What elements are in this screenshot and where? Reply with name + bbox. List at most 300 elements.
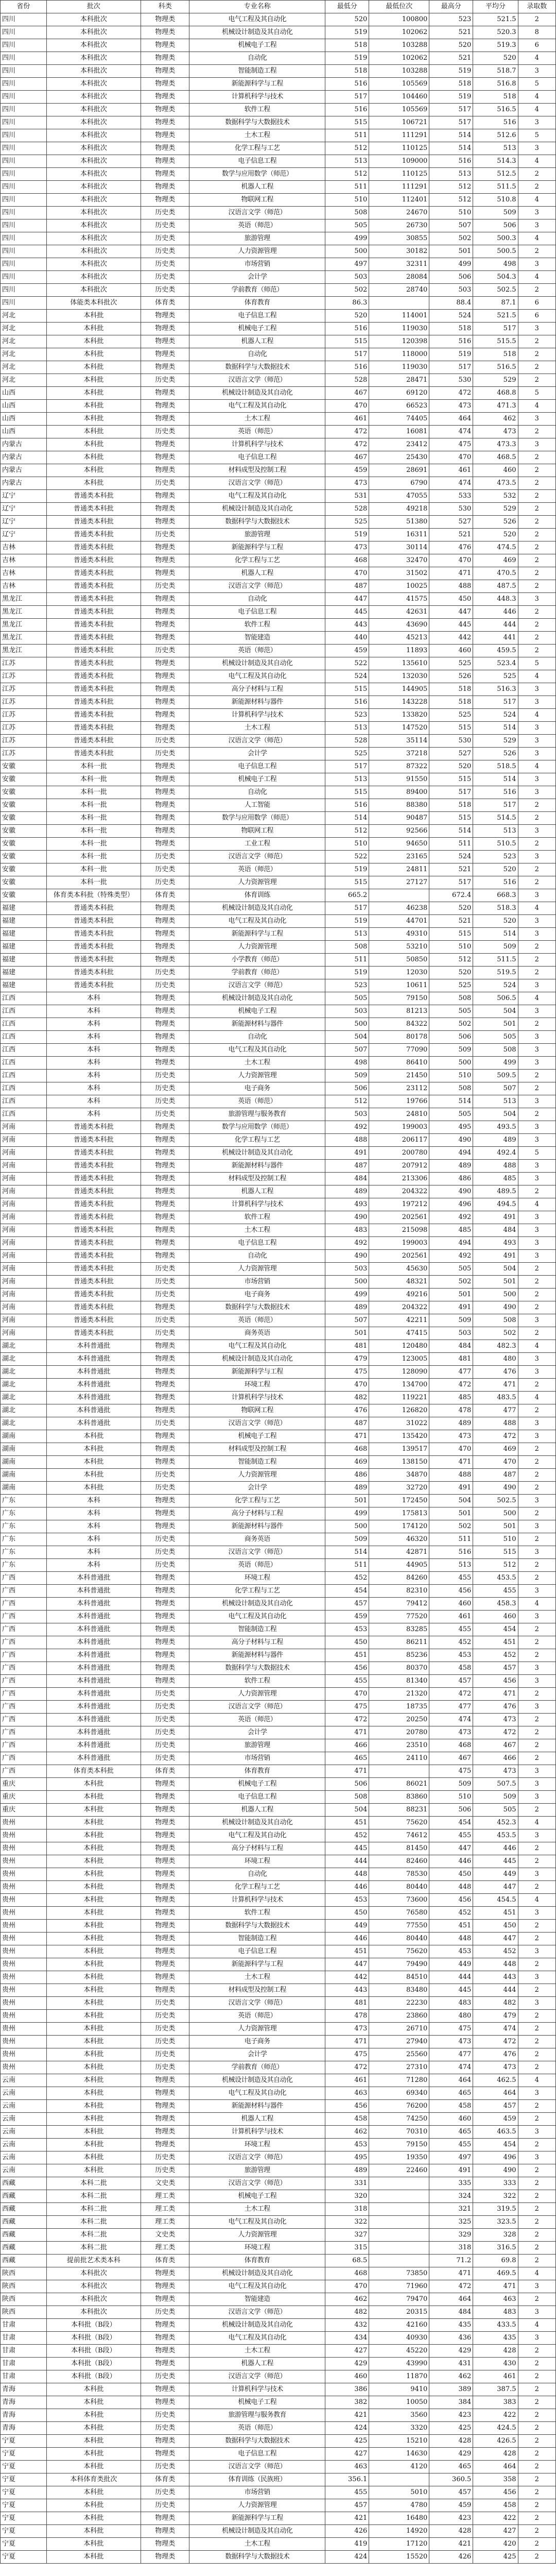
max-score-cell: 530 xyxy=(429,503,473,516)
subject-cell: 物理类 xyxy=(141,1572,189,1585)
avg-score-cell: 500.5 xyxy=(473,245,518,258)
max-score-cell: 502 xyxy=(429,232,473,245)
min-rank-cell: 120480 xyxy=(369,1340,429,1353)
major-cell: 数学与应用数学（师范） xyxy=(189,168,325,181)
major-cell: 计算机科学与技术 xyxy=(189,1392,325,1404)
min-rank-cell: 4120 xyxy=(369,2461,429,2473)
min-rank-cell: 202561 xyxy=(369,1211,429,1224)
avg-score-cell: 523.4 xyxy=(473,657,518,670)
max-score-cell: 485 xyxy=(429,1392,473,1404)
province-cell: 云南 xyxy=(1,2126,47,2139)
admit-count-cell: 2 xyxy=(518,863,556,876)
subject-cell: 物理类 xyxy=(141,1920,189,1933)
batch-cell: 本科 xyxy=(46,1108,141,1121)
table-row xyxy=(1,1945,556,1958)
province-cell: 山西 xyxy=(1,426,47,438)
min-score-cell: 451 xyxy=(325,1945,369,1958)
batch-cell: 本科批次 xyxy=(46,232,141,245)
min-score-cell: 456 xyxy=(325,2100,369,2113)
subject-cell: 物理类 xyxy=(141,2358,189,2370)
table-row xyxy=(1,2113,556,2126)
min-rank-cell: 199003 xyxy=(369,1121,429,1134)
admit-count-cell: 3 xyxy=(518,1211,556,1224)
subject-cell: 物理类 xyxy=(141,1842,189,1855)
table-row xyxy=(1,580,556,593)
avg-score-cell: 529 xyxy=(473,374,518,387)
table-row xyxy=(1,1752,556,1765)
max-score-cell: 494 xyxy=(429,1237,473,1250)
min-rank-cell: 104460 xyxy=(369,91,429,104)
avg-score-cell: 468.5 xyxy=(473,451,518,464)
subject-cell: 历史类 xyxy=(141,1095,189,1108)
min-rank-cell: 42631 xyxy=(369,606,429,619)
min-rank-cell: 30855 xyxy=(369,232,429,245)
min-score-cell: 463 xyxy=(325,2461,369,2473)
admit-count-cell: 4 xyxy=(518,400,556,413)
admit-count-cell: 3 xyxy=(518,1495,556,1507)
subject-cell: 物理类 xyxy=(141,657,189,670)
province-cell: 河南 xyxy=(1,1173,47,1185)
table-row xyxy=(1,941,556,954)
max-score-cell: 445 xyxy=(429,619,473,632)
batch-cell: 普通类本科批 xyxy=(46,1134,141,1147)
avg-score-cell: 458.3 xyxy=(473,1598,518,1611)
province-cell: 江西 xyxy=(1,1108,47,1121)
avg-score-cell: 518 xyxy=(473,348,518,361)
avg-score-cell: 316.5 xyxy=(473,2242,518,2255)
avg-score-cell: 506 xyxy=(473,219,518,232)
province-cell: 吉林 xyxy=(1,580,47,593)
subject-cell: 物理类 xyxy=(141,760,189,773)
batch-cell: 本科批 xyxy=(46,2113,141,2126)
table-row xyxy=(1,2255,556,2267)
major-cell: 汉语言文学（师范） xyxy=(189,1997,325,2010)
min-score-cell: 479 xyxy=(325,1353,369,1366)
max-score-cell: 495 xyxy=(429,1121,473,1134)
min-rank-cell: 27127 xyxy=(369,876,429,889)
major-cell: 英语（师范） xyxy=(189,645,325,657)
batch-cell: 本科批 xyxy=(46,2551,141,2564)
batch-cell: 本科批 xyxy=(46,2499,141,2512)
table-row xyxy=(1,1572,556,1585)
avg-score-cell: 448.3 xyxy=(473,593,518,606)
max-score-cell: 475 xyxy=(429,438,473,451)
max-score-cell: 481 xyxy=(429,1353,473,1366)
major-cell: 环境工程 xyxy=(189,1855,325,1868)
min-score-cell: 470 xyxy=(325,1688,369,1701)
province-cell: 河南 xyxy=(1,1276,47,1289)
min-score-cell: 447 xyxy=(325,1958,369,1971)
table-row xyxy=(1,1688,556,1701)
avg-score-cell: 473.5 xyxy=(473,477,518,490)
min-score-cell: 507 xyxy=(325,1044,369,1057)
max-score-cell: 471 xyxy=(429,567,473,580)
min-rank-cell: 21320 xyxy=(369,1688,429,1701)
max-score-cell: 510 xyxy=(429,941,473,954)
max-score-cell: 445 xyxy=(429,1984,473,1997)
max-score-cell: 435 xyxy=(429,2319,473,2332)
admit-count-cell: 3 xyxy=(518,1765,556,1778)
min-rank-cell xyxy=(369,2177,429,2190)
min-rank-cell: 49218 xyxy=(369,503,429,516)
table-row xyxy=(1,1044,556,1057)
major-cell: 汉语言文学（师范） xyxy=(189,2177,325,2190)
min-rank-cell: 83860 xyxy=(369,1791,429,1804)
major-cell: 英语（师范） xyxy=(189,1095,325,1108)
subject-cell: 物理类 xyxy=(141,2448,189,2461)
avg-score-cell: 474 xyxy=(473,2023,518,2036)
table-row xyxy=(1,1804,556,1817)
subject-cell: 历史类 xyxy=(141,2409,189,2422)
avg-score-cell: 516 xyxy=(473,116,518,129)
subject-cell: 物理类 xyxy=(141,632,189,645)
max-score-cell: 502 xyxy=(429,1018,473,1031)
admit-count-cell: 2 xyxy=(518,2435,556,2448)
avg-score-cell: 521.5 xyxy=(473,13,518,26)
subject-cell: 物理类 xyxy=(141,1507,189,1520)
major-cell: 电气工程及其自动化 xyxy=(189,1340,325,1353)
major-cell: 计算机科学与技术 xyxy=(189,1198,325,1211)
batch-cell: 本科批 xyxy=(46,2525,141,2538)
table-row xyxy=(1,2409,556,2422)
batch-cell: 本科批 xyxy=(46,1881,141,1894)
batch-cell: 普通类本科批 xyxy=(46,1289,141,1301)
admit-count-cell: 2 xyxy=(518,1018,556,1031)
admit-count-cell: 2 xyxy=(518,1958,556,1971)
min-score-cell: 475 xyxy=(325,1366,369,1379)
min-rank-cell: 14920 xyxy=(369,2525,429,2538)
batch-cell: 本科普通批 xyxy=(46,1688,141,1701)
min-score-cell: 427 xyxy=(325,2448,369,2461)
admit-count-cell: 3 xyxy=(518,683,556,696)
province-cell: 四川 xyxy=(1,271,47,284)
major-cell: 软件工程 xyxy=(189,1907,325,1920)
subject-cell: 体育类 xyxy=(141,1765,189,1778)
avg-score-cell: 462 xyxy=(473,413,518,426)
max-score-cell: 457 xyxy=(429,1675,473,1688)
subject-cell: 物理类 xyxy=(141,2319,189,2332)
batch-cell: 普通类本科批 xyxy=(46,967,141,979)
major-cell: 市场营销 xyxy=(189,2486,325,2499)
province-cell: 西藏 xyxy=(1,2216,47,2229)
table-row xyxy=(1,773,556,786)
subject-cell: 文史类 xyxy=(141,2177,189,2190)
batch-cell: 本科批次 xyxy=(46,2293,141,2306)
province-cell: 湖南 xyxy=(1,1430,47,1443)
avg-score-cell: 488 xyxy=(473,1160,518,1173)
min-rank-cell: 28084 xyxy=(369,271,429,284)
batch-cell: 本科批 xyxy=(46,2100,141,2113)
admit-count-cell: 3 xyxy=(518,2151,556,2164)
avg-score-cell: 472 xyxy=(473,1726,518,1739)
province-cell: 宁夏 xyxy=(1,2551,47,2564)
min-score-cell: 457 xyxy=(325,1598,369,1611)
batch-cell: 本科批 xyxy=(46,2422,141,2435)
min-rank-cell: 100800 xyxy=(369,13,429,26)
max-score-cell: 465 xyxy=(429,2126,473,2139)
min-rank-cell: 132030 xyxy=(369,670,429,683)
min-score-cell: 419 xyxy=(325,2538,369,2551)
admit-count-cell: 3 xyxy=(518,1417,556,1430)
max-score-cell: 450 xyxy=(429,593,473,606)
subject-cell: 历史类 xyxy=(141,2486,189,2499)
admit-count-cell: 6 xyxy=(518,297,556,310)
subject-cell: 历史类 xyxy=(141,271,189,284)
min-score-cell: 503 xyxy=(325,1108,369,1121)
subject-cell: 物理类 xyxy=(141,1353,189,1366)
max-score-cell: 462 xyxy=(429,2370,473,2383)
min-score-cell: 516 xyxy=(325,696,369,709)
table-row xyxy=(1,1675,556,1688)
province-cell: 甘肃 xyxy=(1,2332,47,2345)
admit-count-cell: 3 xyxy=(518,889,556,902)
admit-count-cell: 3 xyxy=(518,773,556,786)
min-rank-cell: 77550 xyxy=(369,1920,429,1933)
max-score-cell: 448 xyxy=(429,1881,473,1894)
avg-score-cell: 498 xyxy=(473,258,518,271)
batch-cell: 本科 xyxy=(46,1070,141,1082)
batch-cell: 普通类本科批 xyxy=(46,567,141,580)
major-cell: 体育教育 xyxy=(189,297,325,310)
table-row xyxy=(1,825,556,838)
table-row xyxy=(1,219,556,232)
subject-cell: 物理类 xyxy=(141,1211,189,1224)
province-cell: 江西 xyxy=(1,1082,47,1095)
min-score-cell: 445 xyxy=(325,1842,369,1855)
max-score-cell: 490 xyxy=(429,1185,473,1198)
subject-cell: 物理类 xyxy=(141,1456,189,1469)
min-rank-cell: 133820 xyxy=(369,709,429,722)
major-cell: 机械设计制造及其自动化 xyxy=(189,657,325,670)
province-cell: 西藏 xyxy=(1,2255,47,2267)
major-cell: 英语（师范） xyxy=(189,863,325,876)
batch-cell: 本科普通批 xyxy=(46,1417,141,1430)
avg-score-cell: 516.5 xyxy=(473,104,518,116)
table-row xyxy=(1,1185,556,1198)
avg-score-cell: 514 xyxy=(473,928,518,941)
province-cell: 江苏 xyxy=(1,735,47,748)
subject-cell: 物理类 xyxy=(141,451,189,464)
avg-score-cell: 513 xyxy=(473,825,518,838)
province-cell: 河南 xyxy=(1,1237,47,1250)
major-cell: 新能源材料与器件 xyxy=(189,1520,325,1533)
subject-cell: 物理类 xyxy=(141,39,189,52)
major-cell: 小学教育（师范） xyxy=(189,954,325,967)
batch-cell: 普通类本科批 xyxy=(46,554,141,567)
subject-cell: 历史类 xyxy=(141,374,189,387)
max-score-cell: 474 xyxy=(429,2061,473,2074)
batch-cell: 本科二批 xyxy=(46,2203,141,2216)
admit-count-cell: 2 xyxy=(518,181,556,194)
province-cell: 西藏 xyxy=(1,2177,47,2190)
province-cell: 广西 xyxy=(1,1598,47,1611)
avg-score-cell: 489 xyxy=(473,1134,518,1147)
avg-score-cell: 428 xyxy=(473,2448,518,2461)
avg-score-cell: 473 xyxy=(473,1714,518,1726)
min-rank-cell: 24670 xyxy=(369,207,429,219)
province-cell: 西藏 xyxy=(1,2190,47,2203)
province-cell: 宁夏 xyxy=(1,2461,47,2473)
batch-cell: 本科普通批 xyxy=(46,1353,141,1366)
min-score-cell: 523 xyxy=(325,979,369,992)
min-score-cell: 502 xyxy=(325,284,369,297)
min-rank-cell: 25560 xyxy=(369,2048,429,2061)
subject-cell: 历史类 xyxy=(141,967,189,979)
batch-cell: 提前批艺术类本科 xyxy=(46,2255,141,2267)
table-row xyxy=(1,1585,556,1598)
min-rank-cell: 86211 xyxy=(369,1636,429,1649)
batch-cell: 本科批 xyxy=(46,361,141,374)
province-cell: 四川 xyxy=(1,181,47,194)
min-score-cell: 461 xyxy=(325,2074,369,2087)
max-score-cell: 503 xyxy=(429,284,473,297)
province-cell: 江苏 xyxy=(1,683,47,696)
admit-count-cell: 3 xyxy=(518,142,556,155)
table-row xyxy=(1,2293,556,2306)
province-cell: 四川 xyxy=(1,284,47,297)
max-score-cell: 473 xyxy=(429,400,473,413)
major-cell: 数据科学与大数据技术 xyxy=(189,516,325,529)
min-score-cell: 519 xyxy=(325,967,369,979)
province-cell: 黑龙江 xyxy=(1,606,47,619)
major-cell: 机械设计制造及其自动化 xyxy=(189,902,325,915)
table-row xyxy=(1,2048,556,2061)
province-cell: 江苏 xyxy=(1,748,47,760)
major-cell: 汉语言文学（师范） xyxy=(189,580,325,593)
batch-cell: 本科批 xyxy=(46,1804,141,1817)
major-cell: 学前教育（师范） xyxy=(189,284,325,297)
min-score-cell: 516 xyxy=(325,799,369,812)
admit-count-cell: 2 xyxy=(518,2473,556,2486)
major-cell: 自动化 xyxy=(189,1868,325,1881)
avg-score-cell: 517 xyxy=(473,323,518,335)
major-cell: 新能源科学与工程 xyxy=(189,2512,325,2525)
subject-cell: 物理类 xyxy=(141,2512,189,2525)
major-cell: 计算机科学与技术 xyxy=(189,438,325,451)
admit-count-cell: 2 xyxy=(518,2139,556,2151)
subject-cell: 历史类 xyxy=(141,1482,189,1495)
admit-count-cell: 5 xyxy=(518,387,556,400)
major-cell: 高分子材料与工程 xyxy=(189,683,325,696)
table-row xyxy=(1,2473,556,2486)
min-rank-cell: 20250 xyxy=(369,1714,429,1726)
admit-count-cell: 2 xyxy=(518,2293,556,2306)
avg-score-cell: 457 xyxy=(473,2100,518,2113)
major-cell: 软件工程 xyxy=(189,619,325,632)
subject-cell: 物理类 xyxy=(141,168,189,181)
min-rank-cell: 82460 xyxy=(369,1855,429,1868)
table-row xyxy=(1,2551,556,2564)
max-score-cell: 519 xyxy=(429,348,473,361)
min-rank-cell: 84322 xyxy=(369,1018,429,1031)
avg-score-cell: 458 xyxy=(473,2499,518,2512)
admit-count-cell: 2 xyxy=(518,941,556,954)
table-row xyxy=(1,1933,556,1945)
subject-cell: 物理类 xyxy=(141,2525,189,2538)
avg-score-cell: 505 xyxy=(473,1031,518,1044)
table-row xyxy=(1,1404,556,1417)
batch-cell: 本科一批 xyxy=(46,825,141,838)
max-score-cell: 509 xyxy=(429,1778,473,1791)
batch-cell: 本科普通批 xyxy=(46,1675,141,1688)
subject-cell: 物理类 xyxy=(141,1379,189,1392)
admit-count-cell: 2 xyxy=(518,1276,556,1289)
province-cell: 青海 xyxy=(1,2396,47,2409)
province-cell: 重庆 xyxy=(1,1804,47,1817)
subject-cell: 物理类 xyxy=(141,1945,189,1958)
province-cell: 宁夏 xyxy=(1,2499,47,2512)
major-cell: 电气工程及其自动化 xyxy=(189,915,325,928)
max-score-cell: 483 xyxy=(429,1997,473,2010)
max-score-cell: 465 xyxy=(429,2087,473,2100)
admit-count-cell: 3 xyxy=(518,207,556,219)
major-cell: 学前教育（师范） xyxy=(189,2061,325,2074)
avg-score-cell: 470 xyxy=(473,1456,518,1469)
province-cell: 广西 xyxy=(1,1611,47,1623)
max-score-cell: 505 xyxy=(429,1005,473,1018)
batch-cell: 本科批 xyxy=(46,1443,141,1456)
batch-cell: 本科批次 xyxy=(46,219,141,232)
admit-count-cell: 8 xyxy=(518,26,556,39)
province-cell: 湖北 xyxy=(1,1392,47,1404)
min-rank-cell: 81340 xyxy=(369,1675,429,1688)
min-rank-cell: 19350 xyxy=(369,2151,429,2164)
min-score-cell: 508 xyxy=(325,1791,369,1804)
table-row xyxy=(1,2370,556,2383)
max-score-cell: 519 xyxy=(429,91,473,104)
subject-cell: 物理类 xyxy=(141,2538,189,2551)
batch-cell: 普通类本科批 xyxy=(46,1147,141,1160)
min-score-cell: 467 xyxy=(325,387,369,400)
min-rank-cell: 22460 xyxy=(369,2164,429,2177)
table-row xyxy=(1,786,556,799)
avg-score-cell: 489.5 xyxy=(473,1185,518,1198)
province-cell: 河南 xyxy=(1,1211,47,1224)
major-cell: 会计学 xyxy=(189,1482,325,1495)
min-score-cell: 475 xyxy=(325,2048,369,2061)
min-rank-cell: 51380 xyxy=(369,516,429,529)
major-cell: 汉语言文学（师范） xyxy=(189,1701,325,1714)
admit-count-cell: 2 xyxy=(518,2512,556,2525)
major-cell: 机器人工程 xyxy=(189,335,325,348)
subject-cell: 历史类 xyxy=(141,979,189,992)
batch-cell: 本科批次 xyxy=(46,52,141,65)
min-score-cell: 453 xyxy=(325,1894,369,1907)
province-cell: 黑龙江 xyxy=(1,593,47,606)
avg-score-cell: 502.5 xyxy=(473,284,518,297)
admit-count-cell: 2 xyxy=(518,645,556,657)
table-row xyxy=(1,232,556,245)
batch-cell: 本科批次 xyxy=(46,258,141,271)
province-cell: 河南 xyxy=(1,1327,47,1340)
max-score-cell: 497 xyxy=(429,2151,473,2164)
max-score-cell: 507 xyxy=(429,219,473,232)
batch-cell: 本科批次 xyxy=(46,91,141,104)
subject-cell: 历史类 xyxy=(141,529,189,541)
avg-score-cell: 473 xyxy=(473,426,518,438)
major-cell: 旅游管理 xyxy=(189,1739,325,1752)
min-rank-cell: 94650 xyxy=(369,838,429,851)
max-score-cell: 526 xyxy=(429,670,473,683)
min-score-cell: 466 xyxy=(325,1739,369,1752)
major-cell: 工业工程 xyxy=(189,838,325,851)
major-cell: 电气工程及其自动化 xyxy=(189,490,325,503)
batch-cell: 本科批 xyxy=(46,2126,141,2139)
subject-cell: 物理类 xyxy=(141,348,189,361)
admit-count-cell: 3 xyxy=(518,1829,556,1842)
max-score-cell: 455 xyxy=(429,2139,473,2151)
subject-cell: 历史类 xyxy=(141,207,189,219)
